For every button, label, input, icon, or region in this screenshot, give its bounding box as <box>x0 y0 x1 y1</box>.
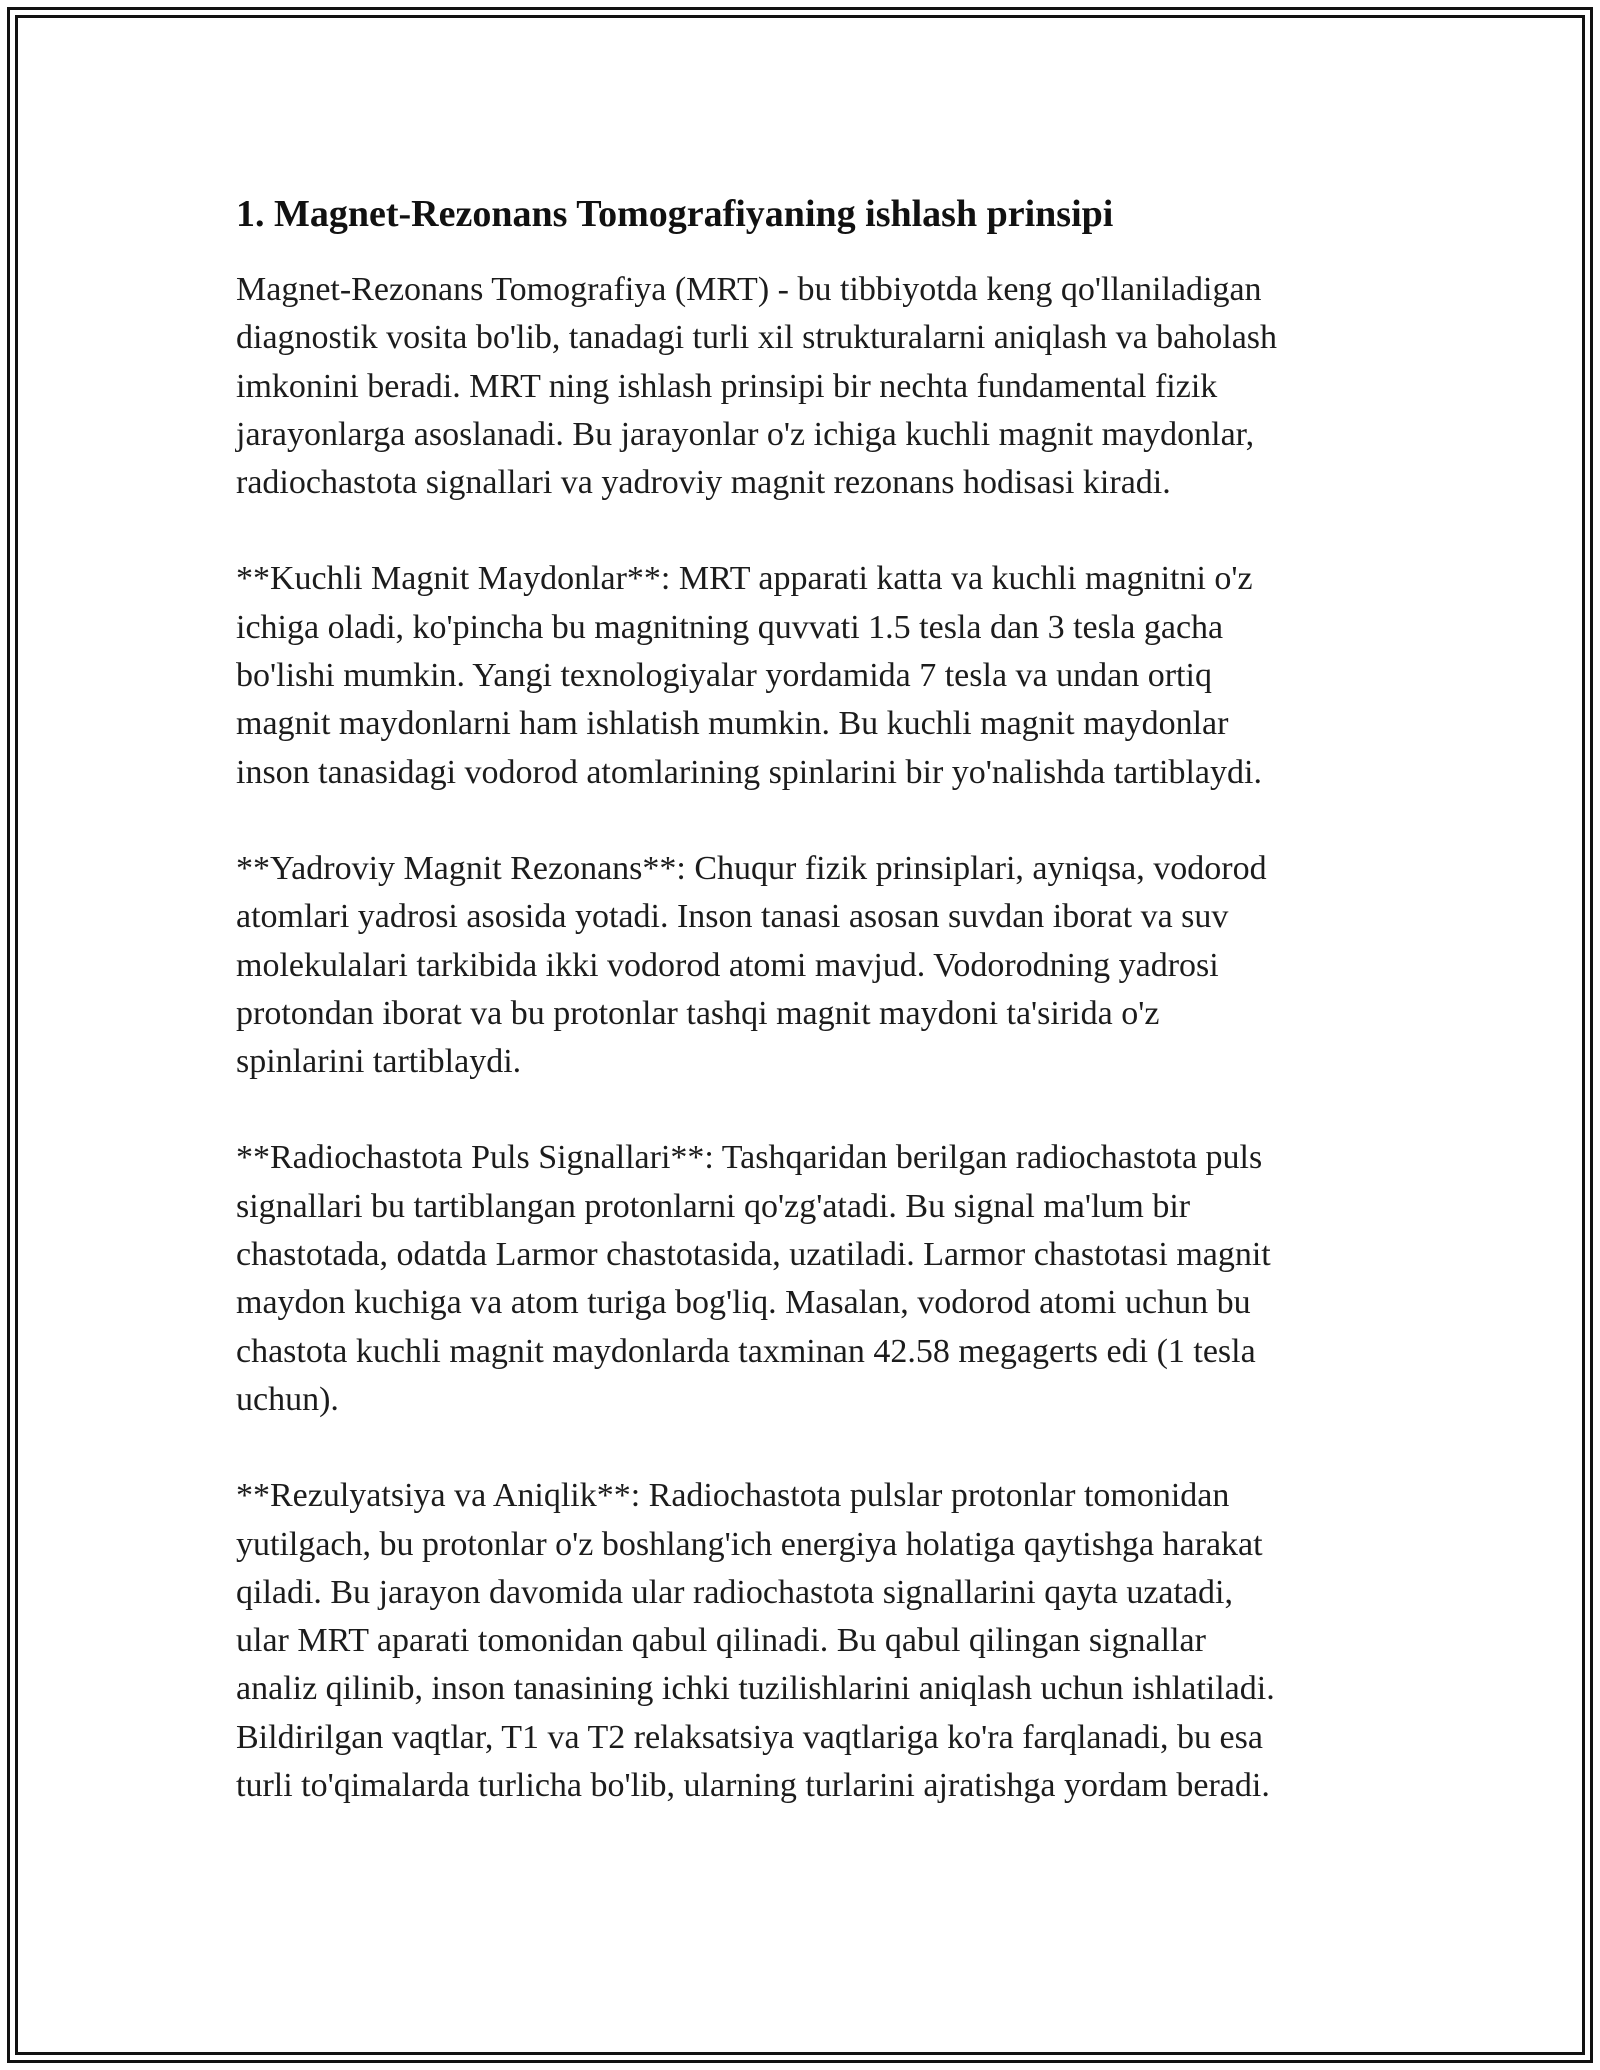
text-line: bo'lishi mumkin. Yangi texnologiyalar yordamida 7 tesla va undan ortiq <box>236 657 1212 695</box>
text-line: uchun). <box>236 1380 339 1418</box>
text-line: inson tanasidagi vodorod atomlarining spinlarini bir yo'nalishda tartiblaydi. <box>236 753 1262 791</box>
text-line: ular MRT aparati tomonidan qabul qilinadi. Bu qabul qilingan signallar <box>236 1622 1206 1660</box>
text-line: radiochastota signallari va yadroviy magnit rezonans hodisasi kiradi. <box>236 464 1171 502</box>
text-line: molekulalari tarkibida ikki vodorod atomi mavjud. Vodorodning yadrosi <box>236 946 1219 984</box>
text-line: yutilgach, bu protonlar o'z boshlang'ich energiya holatiga qaytishga harakat <box>236 1525 1263 1563</box>
text-line: diagnostik vosita bo'lib, tanadagi turli xil strukturalarni aniqlash va baholash <box>236 319 1278 357</box>
paragraph-resolution-accuracy <box>236 1472 1416 1810</box>
text-line: turli to'qimalarda turlicha bo'lib, ularning turlarini ajratishga yordam beradi. <box>236 1767 1270 1805</box>
text-line: **Yadroviy Magnit Rezonans**: Chuqur fizik prinsiplari, ayniqsa, vodorod <box>236 849 1267 887</box>
paragraph-strong-magnetic-fields <box>236 555 1416 796</box>
text-line: qiladi. Bu jarayon davomida ular radiochastota signallarini qayta uzatadi, <box>236 1573 1234 1611</box>
text-line: chastotada, odatda Larmor chastotasida, uzatiladi. Larmor chastotasi magnit <box>236 1236 1271 1274</box>
paragraph-radiofrequency-pulses <box>236 1134 1416 1424</box>
text-line: Magnet-Rezonans Tomografiya (MRT) - bu tibbiyotda keng qo'llaniladigan <box>236 271 1262 308</box>
text-line: **Radiochastota Puls Signallari**: Tashqaridan berilgan radiochastota puls <box>236 1139 1263 1177</box>
text-line: imkonini beradi. MRT ning ishlash prinsipi bir nechta fundamental fizik <box>236 367 1218 405</box>
document-body <box>236 186 1416 1858</box>
paragraph-nuclear-magnetic-resonance <box>236 845 1416 1086</box>
text-line: spinlarini tartiblaydi. <box>236 1043 522 1081</box>
text-line: maydon kuchiga va atom turiga bog'liq. Masalan, vodorod atomi uchun bu <box>236 1284 1251 1322</box>
paragraph-introduction <box>236 266 1416 507</box>
text-line: jarayonlarga asoslanadi. Bu jarayonlar o'z ichiga kuchli magnit maydonlar, <box>236 415 1255 453</box>
text-line: Bildirilgan vaqtlar, T1 va T2 relaksatsiya vaqtlariga ko'ra farqlanadi, bu esa <box>236 1718 1263 1756</box>
text-line: magnit maydonlarni ham ishlatish mumkin. Bu kuchli magnit maydonlar <box>236 705 1229 743</box>
text-line: **Rezulyatsiya va Aniqlik**: Radiochastota pulslar protonlar tomonidan <box>236 1477 1230 1515</box>
text-line: atomlari yadrosi asosida yotadi. Inson tanasi asosan suvdan iborat va suv <box>236 898 1229 936</box>
section-title: 1. Magnet-Rezonans Tomografiyaning ishlash prinsipi <box>236 193 1114 235</box>
text-line: signallari bu tartiblangan protonlarni qo'zg'atadi. Bu signal ma'lum bir <box>236 1187 1191 1225</box>
text-line: **Kuchli Magnit Maydonlar**: MRT apparati katta va kuchli magnitni o'z <box>236 560 1253 598</box>
text-line: chastota kuchli magnit maydonlarda taxminan 42.58 megagerts edi (1 tesla <box>236 1332 1256 1370</box>
text-line: protondan iborat va bu protonlar tashqi magnit maydoni ta'sirida o'z <box>236 994 1160 1032</box>
text-line: ichiga oladi, ko'pincha bu magnitning quvvati 1.5 tesla dan 3 tesla gacha <box>236 608 1224 646</box>
text-line: analiz qilinib, inson tanasining ichki tuzilishlarini aniqlash uchun ishlatiladi. <box>236 1670 1275 1708</box>
